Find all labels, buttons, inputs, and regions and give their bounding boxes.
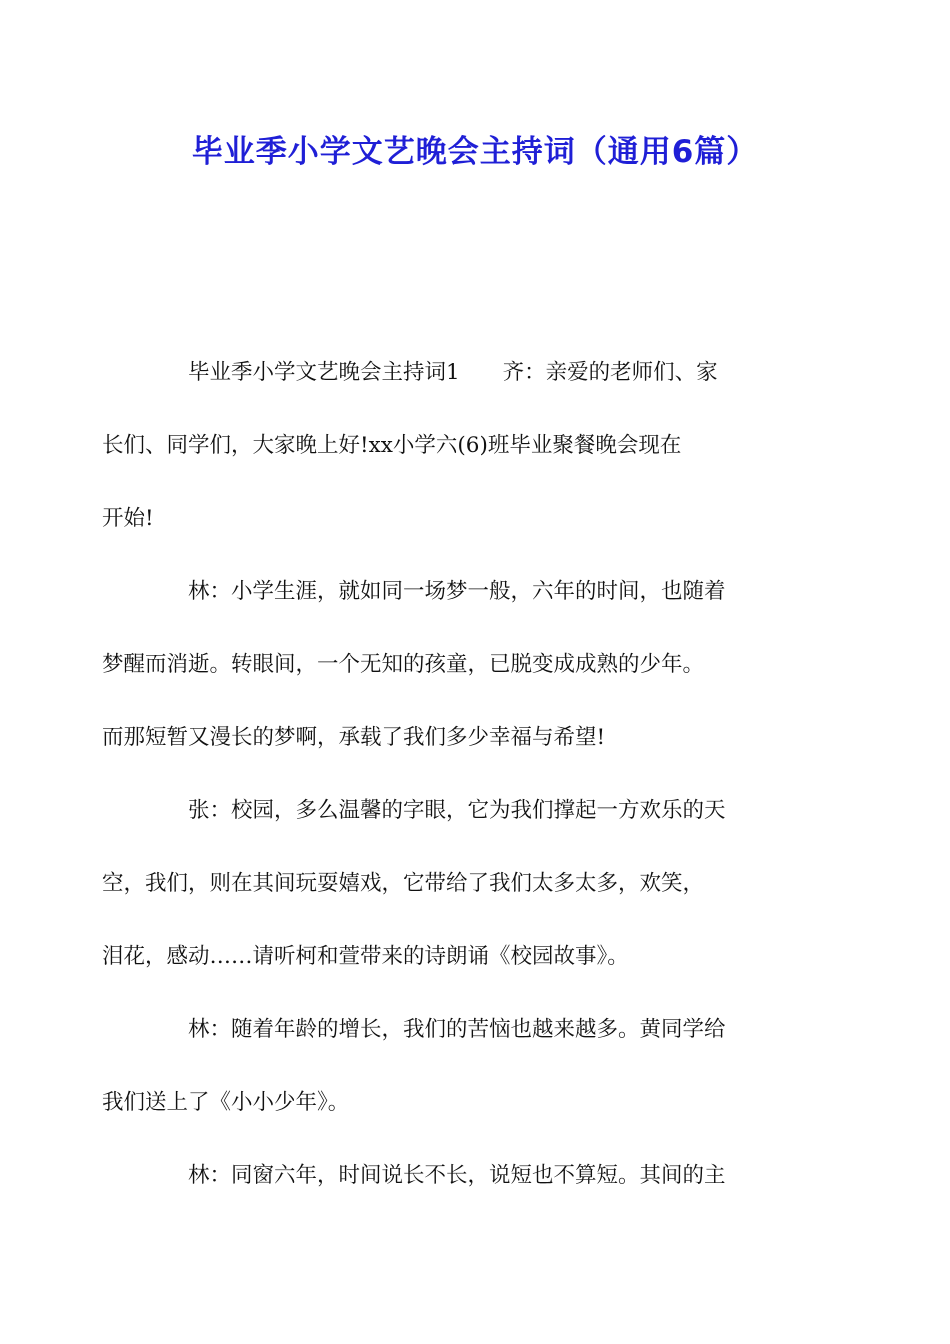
text-line: 空，我们，则在其间玩耍嬉戏，它带给了我们太多太多，欢笑， <box>102 871 705 896</box>
paragraph-3 <box>102 774 807 993</box>
text-line: 林：同窗六年，时间说长不长，说短也不算短。其间的主 <box>188 1163 726 1188</box>
text-line: 开始! <box>102 506 154 531</box>
text-line: 梦醒而消逝。转眼间，一个无知的孩童，已脱变成成熟的少年。 <box>102 652 705 677</box>
text-line: 张：校园，多么温馨的字眼，它为我们撑起一方欢乐的天 <box>188 798 726 823</box>
paragraph-2 <box>102 555 807 774</box>
text-line: 而那短暂又漫长的梦啊，承载了我们多少幸福与希望! <box>102 725 606 750</box>
text-line: 林：随着年龄的增长，我们的苦恼也越来越多。黄同学给 <box>188 1017 726 1042</box>
text-line: 泪花，感动……请听柯和萱带来的诗朗诵《校园故事》。 <box>102 944 629 969</box>
document-title: 毕业季小学文艺晚会主持词（通用6篇） <box>191 134 759 170</box>
text-line: 长们、同学们，大家晚上好!xx小学六(6)班毕业聚餐晚会现在 <box>102 433 682 458</box>
document-body <box>102 336 807 1212</box>
paragraph-5 <box>145 1139 807 1212</box>
text-line: 我们送上了《小小少年》。 <box>102 1090 350 1115</box>
paragraph-1 <box>102 336 807 555</box>
paragraph-4 <box>102 993 807 1139</box>
text-line: 林：小学生涯，就如同一场梦一般，六年的时间，也随着 <box>188 579 726 604</box>
text-line: 毕业季小学文艺晚会主持词1 齐：亲爱的老师们、家 <box>188 360 718 385</box>
